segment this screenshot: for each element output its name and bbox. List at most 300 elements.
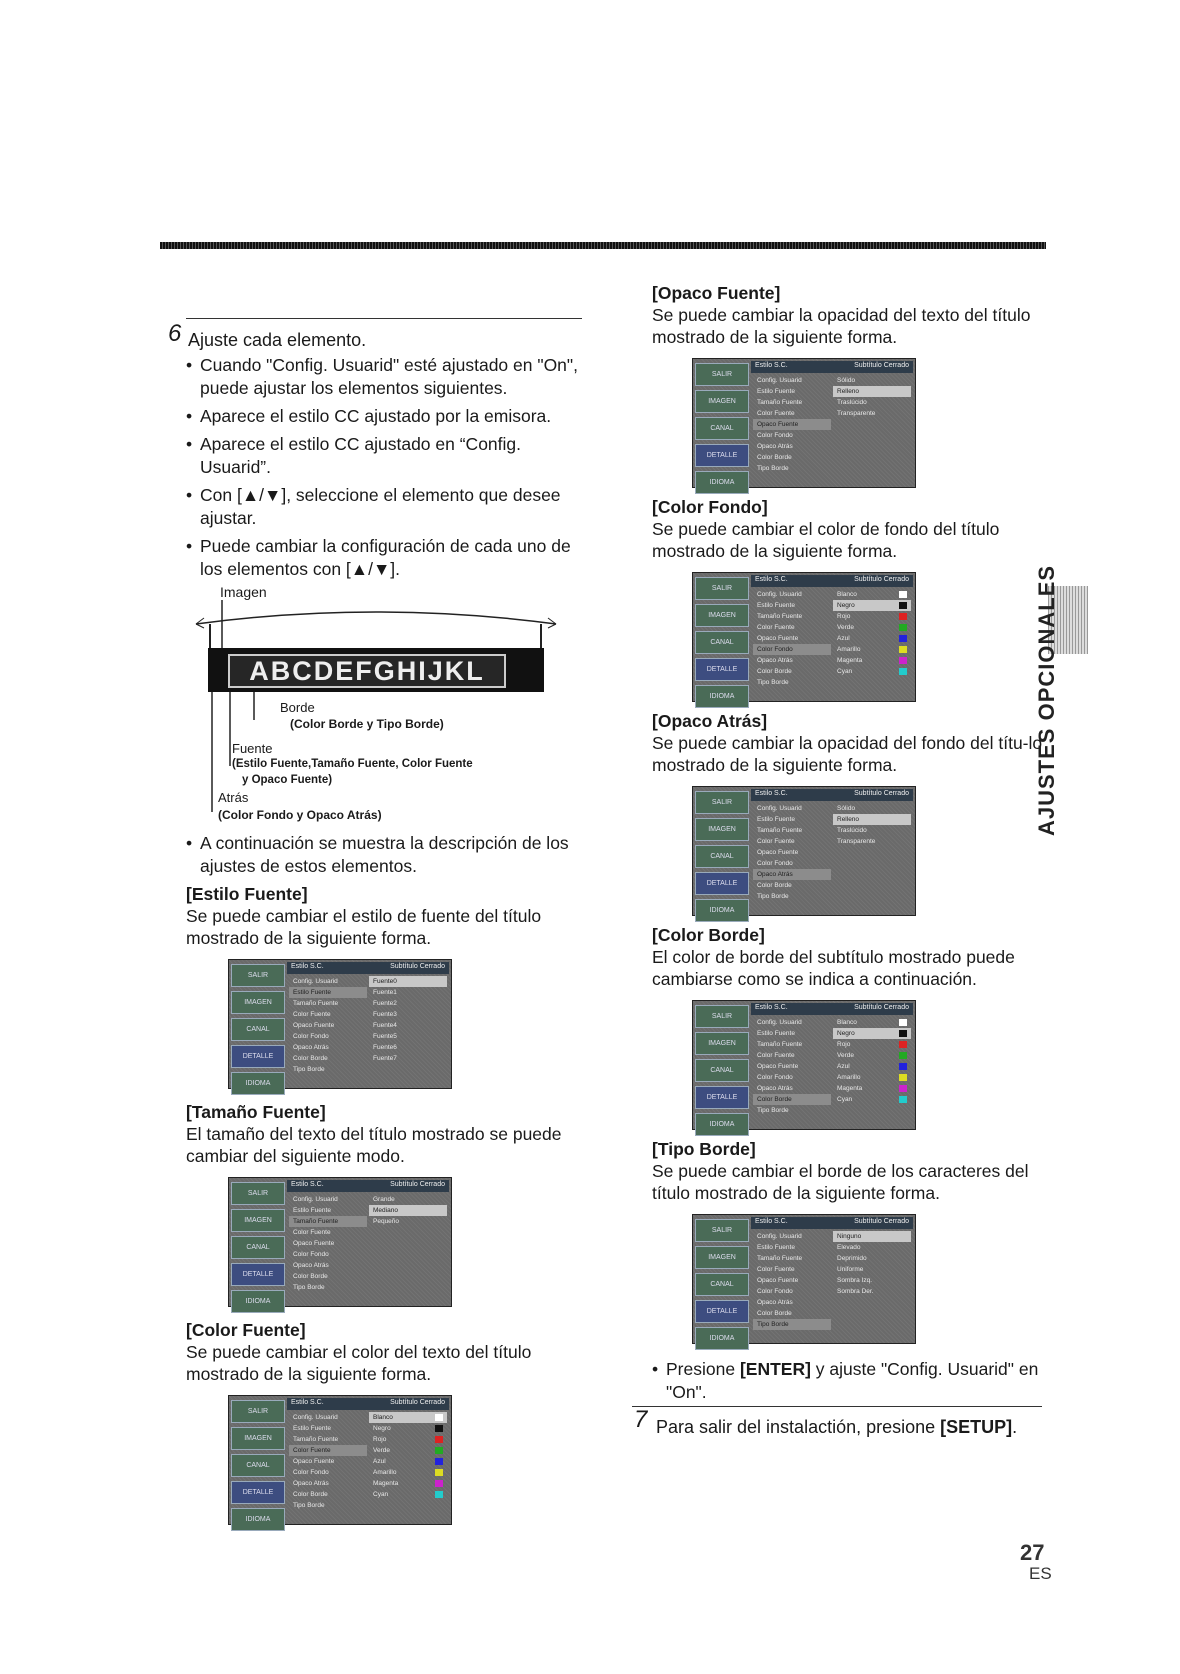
color-swatch: [899, 668, 907, 675]
menu-tab: IDIOMA: [695, 1113, 749, 1136]
menu-tab: DETALLE: [695, 658, 749, 681]
menu-item: Color Fondo: [753, 644, 831, 655]
option-item: [369, 1489, 447, 1500]
option-item: [833, 836, 911, 847]
menu-tabs: [229, 960, 285, 1088]
menu-header: [751, 1003, 913, 1015]
option-item: [369, 1020, 447, 1031]
menu-item: Opaco Fuente: [293, 1240, 335, 1247]
menu-item: Tipo Borde: [293, 1066, 325, 1073]
menu-item: Color Fondo: [293, 1251, 329, 1258]
menu-tab: IMAGEN: [695, 1246, 749, 1269]
menu-item: Tipo Borde: [757, 679, 789, 686]
menu-item: Tamaño Fuente: [289, 1216, 367, 1227]
setup-key: [SETUP]: [940, 1417, 1013, 1437]
section-title: [Opaco Atrás]: [652, 711, 768, 731]
color-swatch: [899, 1041, 907, 1048]
menu-header: [287, 1398, 449, 1410]
option-label: Rojo: [837, 613, 851, 620]
menu-header-right: Subtítulo Cerrado: [854, 362, 909, 369]
option-label: Blanco: [837, 1019, 857, 1026]
menu-tab: SALIR: [695, 577, 749, 600]
color-swatch: [899, 646, 907, 653]
section-title: [Color Fuente]: [186, 1320, 306, 1340]
right-sections: [652, 282, 1044, 1409]
menu-header-right: Subtítulo Cerrado: [854, 576, 909, 583]
step-6-number: 6: [168, 320, 182, 347]
menu-tab: IDIOMA: [231, 1290, 285, 1313]
step-7-text: [656, 1415, 1017, 1439]
bullet-item: • Con [▲/▼], seleccione el elemento que desee ajustar.: [186, 484, 586, 530]
menu-header-left: Estilo S.C.: [755, 362, 788, 369]
color-swatch: [899, 1052, 907, 1059]
option-list: [369, 976, 447, 1064]
menu-tab: SALIR: [695, 363, 749, 386]
option-label: Verde: [373, 1447, 390, 1454]
option-label: Ninguno: [837, 1233, 862, 1240]
menu-item: Color Borde: [293, 1055, 328, 1062]
menu-screenshot: [692, 786, 916, 916]
menu-screenshot: [692, 572, 916, 702]
option-list: [833, 803, 911, 847]
option-label: Cyan: [373, 1491, 389, 1498]
menu-tab: IMAGEN: [231, 991, 285, 1014]
option-label: Rojo: [837, 1041, 851, 1048]
option-item: [833, 633, 911, 644]
color-swatch: [435, 1469, 443, 1476]
menu-item: Color Borde: [757, 668, 792, 675]
menu-item: Config. Usuarid: [757, 1019, 802, 1026]
menu-item: Opaco Fuente: [753, 419, 831, 430]
menu-item: Tipo Borde: [753, 1319, 831, 1330]
menu-tab: IDIOMA: [231, 1072, 285, 1095]
menu-item: Opaco Atrás: [753, 869, 831, 880]
menu-header: [751, 361, 913, 373]
menu-screenshot: [692, 1214, 916, 1344]
menu-items: [289, 1194, 367, 1293]
menu-item: Tamaño Fuente: [757, 613, 803, 620]
section-body: Se puede cambiar el estilo de fuente del título mostrado de la siguiente forma.: [186, 906, 542, 948]
menu-item: Estilo Fuente: [757, 602, 795, 609]
menu-tab: IMAGEN: [695, 390, 749, 413]
menu-item: Opaco Fuente: [293, 1022, 335, 1029]
color-swatch: [435, 1425, 443, 1432]
option-item: [833, 1094, 911, 1105]
menu-tabs: [693, 573, 749, 701]
menu-item: Color Fuente: [293, 1011, 331, 1018]
step-7-post: .: [1012, 1417, 1018, 1437]
option-label: Fuente1: [373, 989, 397, 996]
section-title: [Estilo Fuente]: [186, 884, 308, 904]
menu-tab: DETALLE: [231, 1045, 285, 1068]
section-body: Se puede cambiar el borde de los caracteres del título mostrado de la siguiente forma.: [652, 1161, 1029, 1203]
option-label: Grande: [373, 1196, 395, 1203]
option-item: [833, 408, 911, 419]
menu-tab: CANAL: [231, 1454, 285, 1477]
menu-header-left: Estilo S.C.: [291, 1399, 324, 1406]
menu-tab: CANAL: [695, 1059, 749, 1082]
menu-item: Opaco Atrás: [757, 1299, 793, 1306]
menu-item: Opaco Fuente: [293, 1458, 335, 1465]
section-color-fuente: [186, 1319, 582, 1525]
color-swatch: [435, 1480, 443, 1487]
menu-tab: SALIR: [231, 1182, 285, 1205]
color-swatch: [435, 1491, 443, 1498]
option-item: [833, 1061, 911, 1072]
bullet-item: • Aparece el estilo CC ajustado por la emisora.: [186, 405, 586, 428]
menu-items: [753, 1017, 831, 1116]
menu-tab: IMAGEN: [231, 1427, 285, 1450]
menu-items: [753, 1231, 831, 1330]
color-swatch: [899, 1030, 907, 1037]
menu-item: Opaco Atrás: [757, 443, 793, 450]
label-borde-sub: (Color Borde y Tipo Borde): [290, 717, 444, 731]
option-item: [833, 386, 911, 397]
menu-header-right: Subtítulo Cerrado: [390, 963, 445, 970]
section-body: Se puede cambiar la opacidad del fondo del títu-lo mostrado de la siguiente forma.: [652, 733, 1043, 775]
menu-screenshot: [692, 1000, 916, 1130]
menu-tab: IMAGEN: [695, 604, 749, 627]
option-label: Amarillo: [837, 1074, 861, 1081]
section-title: [Tipo Borde]: [652, 1139, 756, 1159]
menu-item: Color Fondo: [757, 1074, 793, 1081]
option-item: [369, 1423, 447, 1434]
option-list: [833, 375, 911, 419]
section-opaco-fuente: [652, 282, 1044, 488]
label-borde: Borde: [280, 700, 315, 715]
option-label: Blanco: [373, 1414, 393, 1421]
menu-tab: IDIOMA: [695, 685, 749, 708]
menu-tab: DETALLE: [695, 872, 749, 895]
color-swatch: [899, 613, 907, 620]
option-label: Uniforme: [837, 1266, 864, 1273]
menu-tab: DETALLE: [231, 1481, 285, 1504]
menu-header: [751, 1217, 913, 1229]
menu-items: [753, 375, 831, 474]
option-item: [833, 622, 911, 633]
option-item: [369, 1478, 447, 1489]
menu-tab: SALIR: [231, 1400, 285, 1423]
page-number: 27: [1020, 1540, 1045, 1565]
option-list: [369, 1194, 447, 1227]
option-label: Azul: [837, 1063, 850, 1070]
step-7-number: 7: [634, 1406, 648, 1433]
label-fuente-sub1: (Estilo Fuente,Tamaño Fuente, Color Fuente: [232, 758, 473, 770]
menu-tab: SALIR: [231, 964, 285, 987]
menu-item: Color Fuente: [293, 1229, 331, 1236]
menu-header-right: Subtítulo Cerrado: [854, 1004, 909, 1011]
menu-item: Color Borde: [757, 454, 792, 461]
menu-items: [753, 589, 831, 688]
option-label: Deprimido: [837, 1255, 867, 1262]
label-atras: Atrás: [218, 790, 249, 805]
menu-tabs: [693, 359, 749, 487]
menu-tab: DETALLE: [695, 1300, 749, 1323]
option-item: [833, 814, 911, 825]
caption-sample-text: ABCDEFGHIJKL: [228, 654, 506, 688]
menu-item: Estilo Fuente: [757, 1030, 795, 1037]
menu-screenshot: [228, 1177, 452, 1307]
menu-header-left: Estilo S.C.: [755, 1218, 788, 1225]
option-list: [369, 1412, 447, 1500]
option-item: [369, 1194, 447, 1205]
menu-header-left: Estilo S.C.: [755, 1004, 788, 1011]
option-item: [369, 998, 447, 1009]
menu-tab: IDIOMA: [695, 1327, 749, 1350]
menu-tab: IDIOMA: [231, 1508, 285, 1531]
menu-item: Color Fuente: [757, 838, 795, 845]
option-label: Negro: [837, 602, 855, 609]
color-swatch: [899, 1063, 907, 1070]
menu-tab: IDIOMA: [695, 471, 749, 494]
label-fuente: Fuente: [232, 741, 273, 756]
menu-item: Config. Usuarid: [757, 591, 802, 598]
color-swatch: [899, 591, 907, 598]
menu-item: Estilo Fuente: [293, 1207, 331, 1214]
label-imagen: Imagen: [220, 584, 267, 600]
menu-item: Estilo Fuente: [757, 816, 795, 823]
menu-header-right: Subtítulo Cerrado: [390, 1399, 445, 1406]
menu-item: Color Fuente: [757, 410, 795, 417]
option-list: [833, 589, 911, 677]
menu-items: [289, 1412, 367, 1511]
side-section-label: AJUSTES OPCIONALES: [1034, 564, 1059, 836]
option-label: Mediano: [373, 1207, 398, 1214]
menu-header: [751, 789, 913, 801]
option-label: Transparente: [837, 838, 876, 845]
option-label: Verde: [837, 1052, 854, 1059]
menu-tab: DETALLE: [695, 1086, 749, 1109]
option-item: [369, 1053, 447, 1064]
option-label: Negro: [373, 1425, 391, 1432]
section-tamano-fuente: [186, 1101, 582, 1307]
menu-item: Opaco Fuente: [757, 1277, 799, 1284]
option-item: [833, 644, 911, 655]
step-7-pre: Para salir del instalactión, presione: [656, 1417, 941, 1437]
menu-item: Config. Usuarid: [757, 1233, 802, 1240]
menu-tab: DETALLE: [695, 444, 749, 467]
menu-item: Opaco Atrás: [757, 1085, 793, 1092]
option-item: [833, 1083, 911, 1094]
menu-item: Color Fondo: [293, 1033, 329, 1040]
caption-diagram: [186, 584, 566, 824]
option-label: Azul: [837, 635, 850, 642]
menu-header: [287, 962, 449, 974]
menu-item: Color Fondo: [757, 1288, 793, 1295]
section-body: El color de borde del subtítulo mostrado puede cambiarse como se indica a continuación.: [652, 947, 1015, 989]
menu-item: Opaco Fuente: [757, 849, 799, 856]
option-item: [369, 1434, 447, 1445]
top-rule-bar: [160, 242, 1046, 249]
menu-tab: CANAL: [695, 845, 749, 868]
color-swatch: [899, 635, 907, 642]
section-title: [Opaco Fuente]: [652, 283, 781, 303]
caption-box: [208, 648, 544, 692]
menu-item: Color Fuente: [757, 1266, 795, 1273]
menu-header-right: Subtítulo Cerrado: [854, 790, 909, 797]
option-item: [833, 1275, 911, 1286]
section-title: [Color Borde]: [652, 925, 765, 945]
option-item: [833, 1231, 911, 1242]
menu-item: Color Fuente: [289, 1445, 367, 1456]
menu-screenshot: [228, 959, 452, 1089]
option-item: [833, 611, 911, 622]
menu-header: [287, 1180, 449, 1192]
menu-item: Color Fondo: [757, 860, 793, 867]
option-item: [369, 976, 447, 987]
option-label: Fuente4: [373, 1022, 397, 1029]
menu-item: Tamaño Fuente: [757, 399, 803, 406]
option-label: Cyan: [837, 1096, 853, 1103]
menu-header-left: Estilo S.C.: [755, 576, 788, 583]
step-7-rule: [632, 1406, 1042, 1407]
option-label: Fuente5: [373, 1033, 397, 1040]
menu-item: Estilo Fuente: [757, 388, 795, 395]
menu-item: Color Borde: [757, 1310, 792, 1317]
section-color-fondo: [652, 496, 1044, 702]
menu-item: Tipo Borde: [293, 1284, 325, 1291]
menu-item: Tipo Borde: [757, 465, 789, 472]
option-label: Pequeño: [373, 1218, 400, 1225]
color-swatch: [899, 657, 907, 664]
menu-item: Color Borde: [293, 1491, 328, 1498]
menu-item: Opaco Atrás: [293, 1480, 329, 1487]
menu-item: Config. Usuarid: [757, 377, 802, 384]
menu-item: Color Fondo: [293, 1469, 329, 1476]
section-body: Se puede cambiar el color de fondo del título mostrado de la siguiente forma.: [652, 519, 1000, 561]
color-swatch: [435, 1414, 443, 1421]
menu-item: Estilo Fuente: [757, 1244, 795, 1251]
bullet-item: • Cuando "Config. Usuarid" esté ajustado en "On", puede ajustar los elementos siguientes.: [186, 354, 586, 400]
page-language: ES: [1029, 1564, 1052, 1583]
menu-item: Config. Usuarid: [757, 805, 802, 812]
menu-item: Config. Usuarid: [293, 1414, 338, 1421]
option-label: Azul: [373, 1458, 386, 1465]
option-item: [369, 1009, 447, 1020]
section-title: [Color Fondo]: [652, 497, 768, 517]
menu-header-left: Estilo S.C.: [291, 1181, 324, 1188]
step-6-text: Ajuste cada elemento.: [188, 330, 367, 350]
menu-tabs: [229, 1396, 285, 1524]
option-item: [833, 1253, 911, 1264]
enter-note-post: y ajuste "Config. Usuarid" en "On".: [666, 1359, 1039, 1402]
section-opaco-atras: [652, 710, 1044, 916]
option-label: Fuente7: [373, 1055, 397, 1062]
left-sections: [186, 832, 582, 1525]
menu-tab: CANAL: [695, 631, 749, 654]
section-tipo-borde: [652, 1138, 1044, 1344]
menu-item: Tipo Borde: [757, 1107, 789, 1114]
menu-item: Config. Usuarid: [293, 1196, 338, 1203]
option-label: Blanco: [837, 591, 857, 598]
option-item: [369, 1456, 447, 1467]
menu-tab: IMAGEN: [695, 1032, 749, 1055]
option-label: Sombra Izq.: [837, 1277, 873, 1284]
step-6-rule: [186, 318, 582, 319]
option-item: [833, 803, 911, 814]
option-item: [833, 1017, 911, 1028]
option-label: Amarillo: [837, 646, 861, 653]
option-label: Elevado: [837, 1244, 861, 1251]
option-item: [833, 397, 911, 408]
option-list: [833, 1017, 911, 1105]
menu-tabs: [693, 1215, 749, 1343]
menu-item: Opaco Atrás: [757, 657, 793, 664]
option-item: [833, 1072, 911, 1083]
menu-item: Tipo Borde: [757, 893, 789, 900]
section-body: Se puede cambiar el color del texto del título mostrado de la siguiente forma.: [186, 1342, 532, 1384]
option-item: [833, 1264, 911, 1275]
option-label: Magenta: [837, 1085, 863, 1092]
option-item: [369, 1445, 447, 1456]
option-label: Cyan: [837, 668, 853, 675]
section-color-borde: [652, 924, 1044, 1130]
label-atras-sub: (Color Fondo y Opaco Atrás): [218, 808, 382, 822]
color-swatch: [435, 1436, 443, 1443]
option-item: [833, 589, 911, 600]
option-item: [833, 666, 911, 677]
menu-header: [751, 575, 913, 587]
menu-items: [289, 976, 367, 1075]
label-fuente-sub2: y Opaco Fuente): [242, 774, 333, 786]
menu-item: Opaco Atrás: [293, 1044, 329, 1051]
menu-item: Estilo Fuente: [293, 1425, 331, 1432]
option-item: [833, 375, 911, 386]
option-label: Relleno: [837, 388, 860, 395]
option-label: Fuente0: [373, 978, 397, 985]
color-swatch: [899, 1019, 907, 1026]
menu-item: Color Borde: [753, 1094, 831, 1105]
menu-items: [753, 803, 831, 902]
menu-header-right: Subtítulo Cerrado: [390, 1181, 445, 1188]
option-item: [369, 1031, 447, 1042]
option-item: [369, 987, 447, 998]
option-label: Sólido: [837, 805, 856, 812]
menu-tab: IDIOMA: [695, 899, 749, 922]
option-label: Sombra Der.: [837, 1288, 874, 1295]
menu-tabs: [693, 1001, 749, 1129]
menu-screenshot: [228, 1395, 452, 1525]
menu-tab: CANAL: [231, 1018, 285, 1041]
option-item: [833, 825, 911, 836]
menu-item: Tamaño Fuente: [757, 1041, 803, 1048]
menu-tab: IMAGEN: [695, 818, 749, 841]
option-item: [833, 1242, 911, 1253]
menu-item: Tamaño Fuente: [757, 1255, 803, 1262]
section-estilo-fuente: [186, 883, 582, 1089]
menu-tab: CANAL: [231, 1236, 285, 1259]
menu-item: Tipo Borde: [293, 1502, 325, 1509]
menu-item: Tamaño Fuente: [293, 1000, 339, 1007]
color-swatch: [435, 1447, 443, 1454]
option-item: [369, 1042, 447, 1053]
menu-item: Color Fuente: [757, 1052, 795, 1059]
menu-tab: CANAL: [695, 417, 749, 440]
menu-item: Color Fuente: [757, 624, 795, 631]
option-item: [833, 1039, 911, 1050]
option-label: Verde: [837, 624, 854, 631]
option-item: [833, 600, 911, 611]
menu-header-right: Subtítulo Cerrado: [854, 1218, 909, 1225]
color-swatch: [899, 1085, 907, 1092]
menu-tab: SALIR: [695, 1219, 749, 1242]
color-swatch: [899, 624, 907, 631]
menu-screenshot: [692, 358, 916, 488]
section-body: El tamaño del texto del título mostrado se puede cambiar del siguiente modo.: [186, 1124, 562, 1166]
option-label: Rojo: [373, 1436, 387, 1443]
option-label: Magenta: [373, 1480, 399, 1487]
enter-note-pre: Presione: [666, 1359, 740, 1379]
